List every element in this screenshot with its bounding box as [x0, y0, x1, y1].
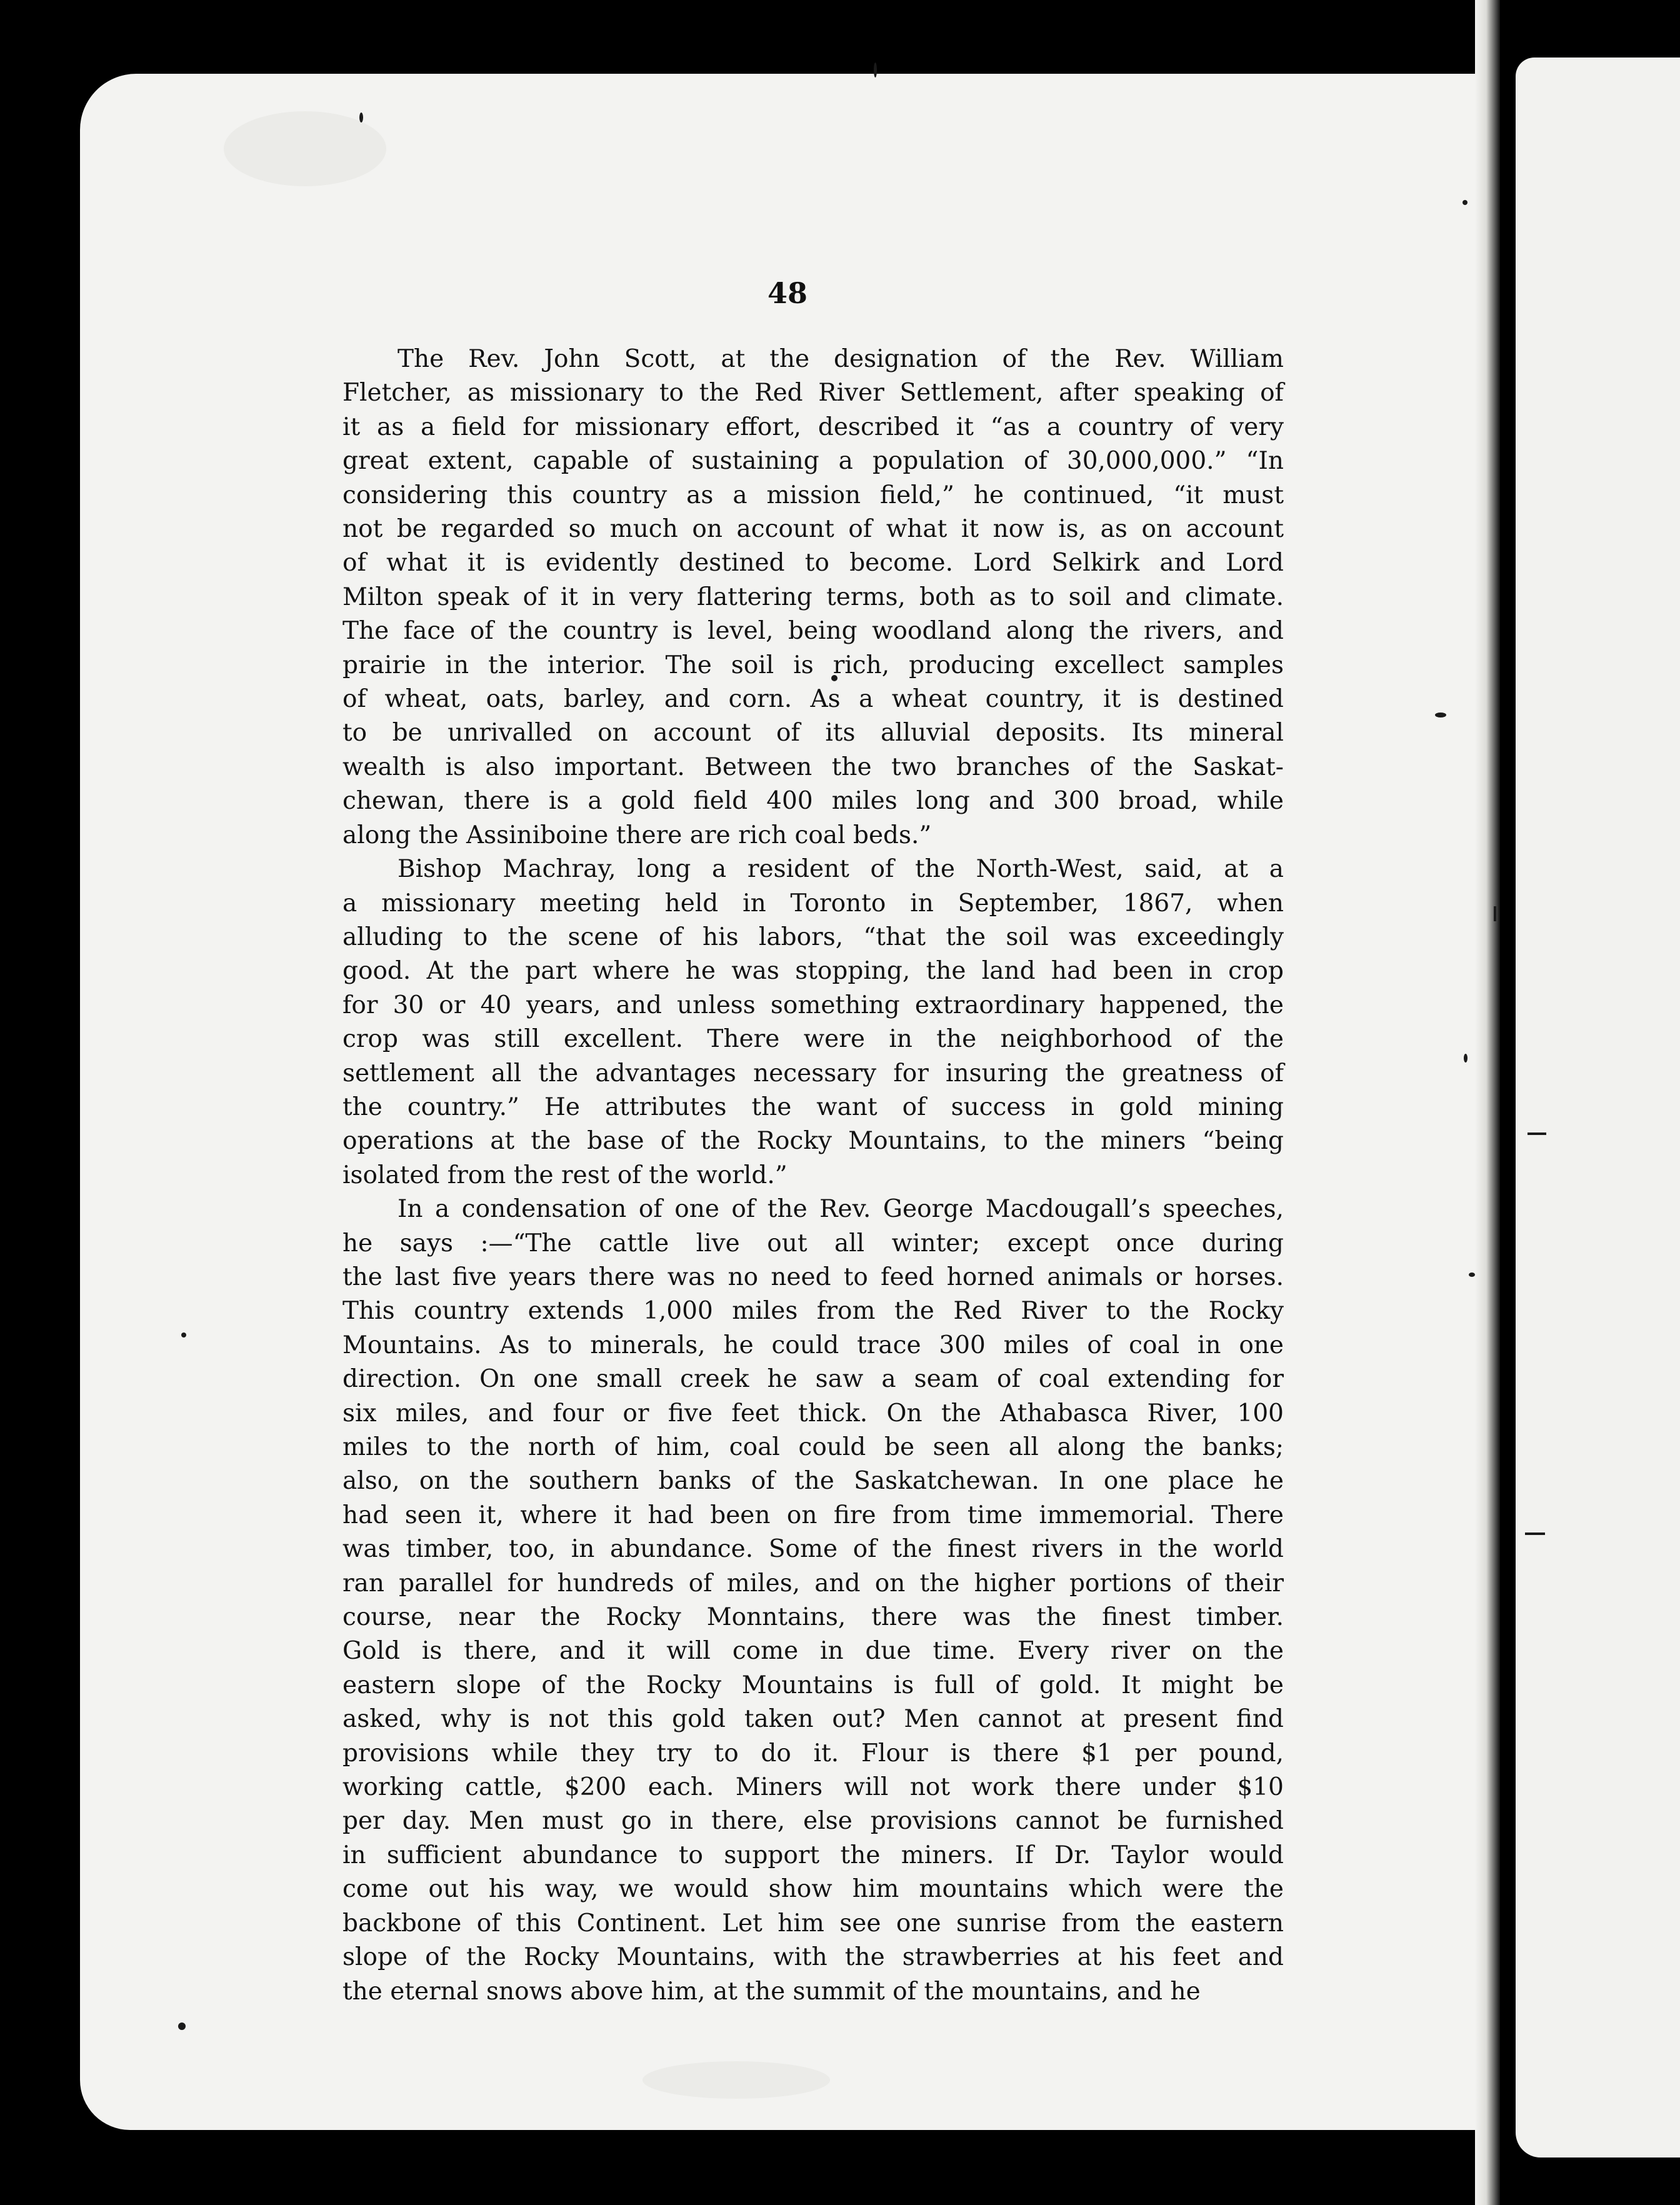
- text-line: Mountains. As to minerals, he could trace 300 miles of coal in one: [342, 1331, 1284, 1359]
- text-line: of wheat, oats, barley, and corn. As a wheat country, it is destined: [342, 685, 1284, 714]
- page-number: 48: [767, 276, 808, 310]
- text-line: Gold is there, and it will come in due time. Every river on the: [342, 1637, 1284, 1666]
- text-line: along the Assiniboine there are rich coal beds.”: [342, 821, 932, 849]
- text-line: alluding to the scene of his labors, “that the soil was exceedingly: [342, 922, 1284, 951]
- text-line: backbone of this Continent. Let him see one sunrise from the eastern: [342, 1909, 1284, 1938]
- text-line: In a condensation of one of the Rev. George Macdougall’s speeches,: [398, 1195, 1284, 1224]
- scan-speck: [178, 2022, 186, 2030]
- text-line: was timber, too, in abundance. Some of the finest rivers in the world: [342, 1535, 1284, 1564]
- text-line: settlement all the advantages necessary for insuring the greatness of: [342, 1059, 1284, 1088]
- text-line: The Rev. John Scott, at the designation of the Rev. William: [398, 345, 1284, 373]
- text-line: for 30 or 40 years, and unless something extraordinary happened, the: [342, 991, 1284, 1019]
- text-line: slope of the Rocky Mountains, with the strawberries at his feet and: [342, 1943, 1284, 1972]
- scan-speck: [1464, 1054, 1468, 1062]
- scan-speck: [874, 62, 877, 78]
- text-line: of what it is evidently destined to become. Lord Selkirk and Lord: [342, 549, 1284, 578]
- scan-speck: [181, 1332, 186, 1338]
- text-line: The face of the country is level, being woodland along the rivers, and: [342, 617, 1284, 646]
- facing-page-edge: [1516, 58, 1680, 2158]
- text-line: considering this country as a mission field,” he continued, “it must: [342, 481, 1284, 509]
- text-line: the country.” He attributes the want of success in gold mining: [342, 1092, 1284, 1121]
- paper-stain: [224, 111, 386, 186]
- text-line: it as a field for missionary effort, described it “as a country of very: [342, 412, 1284, 441]
- text-line: per day. Men must go in there, else provisions cannot be furnished: [342, 1807, 1284, 1836]
- text-line: eastern slope of the Rocky Mountains is full of gold. It might be: [342, 1671, 1284, 1699]
- scan-mark: [1494, 906, 1496, 921]
- scan-mark: [1528, 1132, 1546, 1135]
- text-line: good. At the part where he was stopping, the land had been in crop: [342, 957, 1284, 986]
- text-line: prairie in the interior. The soil is rich, producing excellect samples: [342, 651, 1284, 679]
- body-text: [342, 342, 1284, 2009]
- scan-mark: [1525, 1532, 1545, 1535]
- scan-speck: [1462, 200, 1468, 205]
- text-line: the last five years there was no need to feed horned animals or horses.: [342, 1262, 1284, 1291]
- text-line: isolated from the rest of the world.”: [342, 1161, 788, 1189]
- paper-stain: [642, 2061, 830, 2099]
- text-line: had seen it, where it had been on fire from time immemorial. There: [342, 1501, 1284, 1529]
- text-line: he says :—“The cattle live out all winter; except once during: [342, 1229, 1284, 1258]
- text-line: ran parallel for hundreds of miles, and on the higher portions of their: [342, 1569, 1284, 1598]
- scan-speck: [1435, 712, 1446, 718]
- text-line: in sufficient abundance to support the miners. If Dr. Taylor would: [342, 1841, 1284, 1869]
- text-line: asked, why is not this gold taken out? Men cannot at present find: [342, 1705, 1284, 1734]
- text-line: a missionary meeting held in Toronto in September, 1867, when: [342, 889, 1284, 918]
- text-line: crop was still excellent. There were in the neighborhood of the: [342, 1025, 1284, 1054]
- scan-speck: [1469, 1272, 1475, 1277]
- text-line: Bishop Machray, long a resident of the North-West, said, at a: [398, 855, 1284, 884]
- binding-gutter: [1475, 0, 1500, 2205]
- text-line: This country extends 1,000 miles from the Red River to the Rocky: [342, 1297, 1284, 1326]
- text-line: great extent, capable of sustaining a population of 30,000,000.” “In: [342, 447, 1284, 476]
- text-line: Milton speak of it in very flattering terms, both as to soil and climate.: [342, 582, 1284, 611]
- text-line: direction. On one small creek he saw a seam of coal extending for: [342, 1365, 1284, 1394]
- text-line: course, near the Rocky Monntains, there was the finest timber.: [342, 1603, 1284, 1632]
- text-line: provisions while they try to do it. Flour is there $1 per pound,: [342, 1739, 1284, 1768]
- text-line: operations at the base of the Rocky Mountains, to the miners “being: [342, 1127, 1284, 1156]
- text-line: the eternal snows above him, at the summit of the mountains, and he: [342, 1977, 1201, 2006]
- text-line: chewan, there is a gold field 400 miles long and 300 broad, while: [342, 787, 1284, 816]
- text-line: miles to the north of him, coal could be seen all along the banks;: [342, 1433, 1284, 1461]
- text-line: working cattle, $200 each. Miners will not work there under $10: [342, 1773, 1284, 1802]
- text-line: Fletcher, as missionary to the Red River Settlement, after speaking of: [342, 379, 1284, 408]
- text-line: also, on the southern banks of the Saskatchewan. In one place he: [342, 1467, 1284, 1496]
- text-line: to be unrivalled on account of its alluvial deposits. Its mineral: [342, 719, 1284, 748]
- text-line: come out his way, we would show him mountains which were the: [342, 1875, 1284, 1904]
- text-line: not be regarded so much on account of what it now is, as on account: [342, 515, 1284, 544]
- text-line: wealth is also important. Between the two branches of the Saskat-: [342, 752, 1284, 781]
- scan-speck: [359, 112, 363, 122]
- text-line: six miles, and four or five feet thick. On the Athabasca River, 100: [342, 1399, 1284, 1428]
